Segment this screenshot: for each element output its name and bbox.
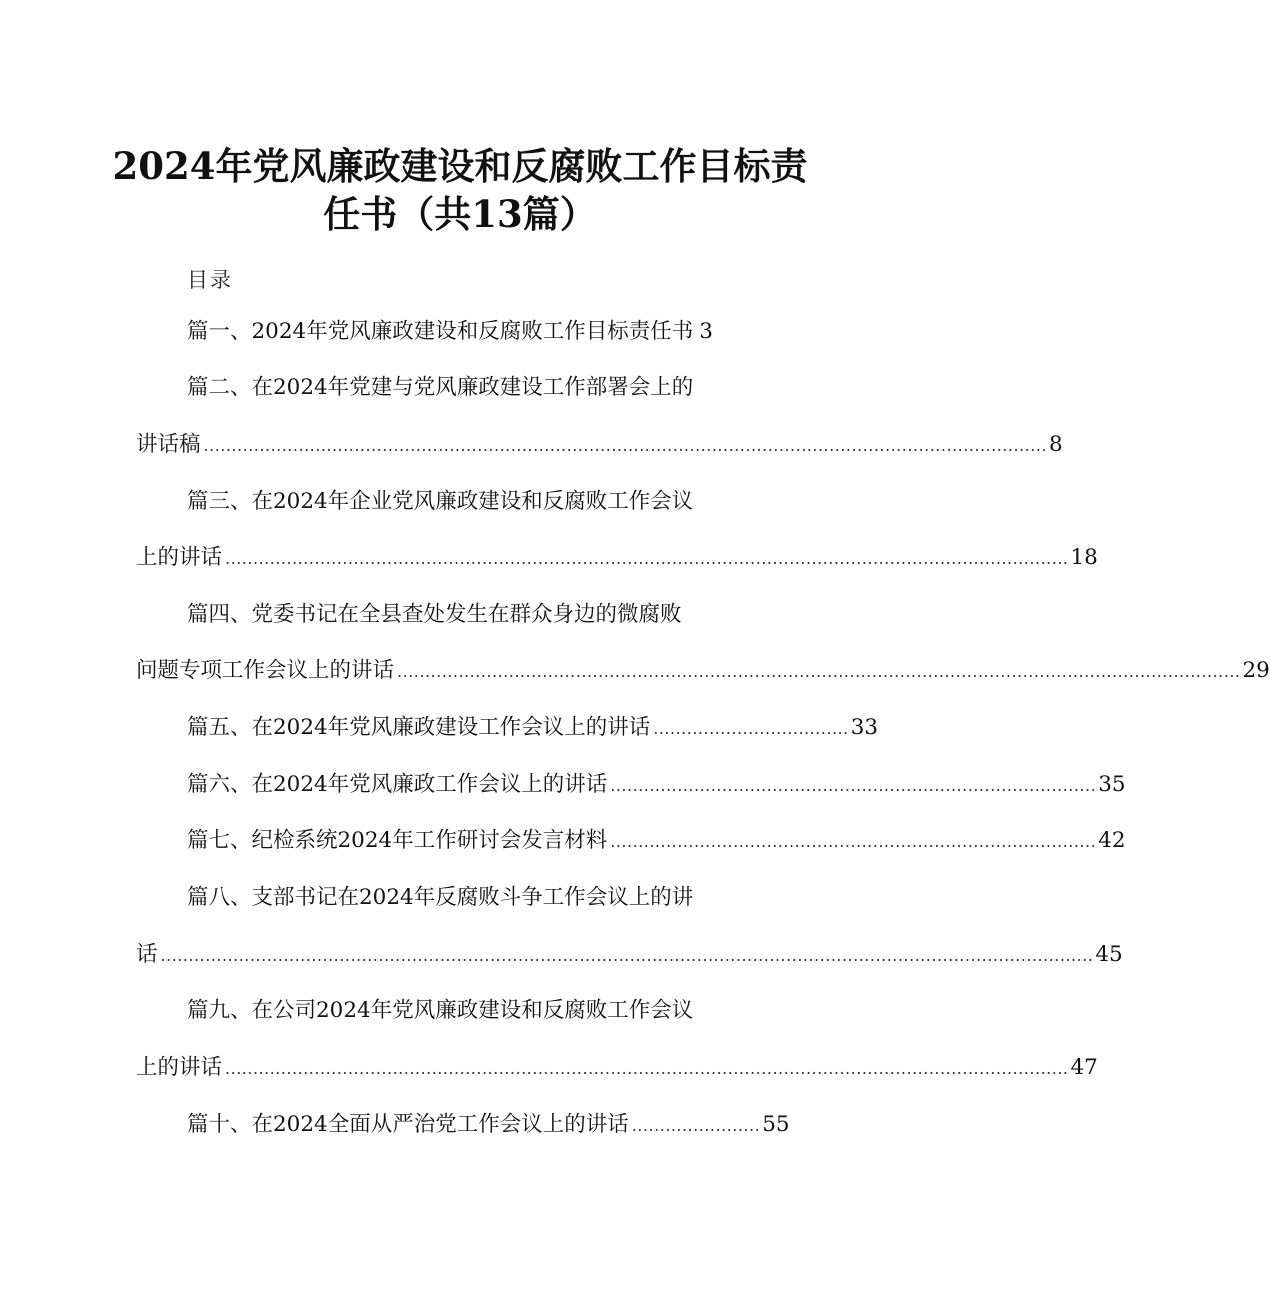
toc-entry-1[interactable]	[187, 317, 713, 347]
toc-entry-10[interactable]	[187, 1110, 790, 1140]
toc-entry-7[interactable]	[187, 826, 1126, 856]
toc-entry-label: 篇三、在2024年企业党风廉政建设和反腐败工作会议	[187, 489, 694, 514]
toc-entry-8-line-2[interactable]	[136, 940, 1123, 970]
toc-leader: .......................................................................................................................................................	[225, 1059, 1069, 1078]
toc-entry-label: 篇十、在2024全面从严治党工作会议上的讲话	[187, 1112, 629, 1137]
toc-entry-8-line-1[interactable]	[187, 883, 693, 913]
toc-entry-label: 上的讲话	[136, 1055, 223, 1080]
toc-entry-4-line-2[interactable]	[136, 656, 1270, 686]
toc-entry-5[interactable]	[187, 713, 879, 743]
toc-leader: .......................	[631, 1116, 761, 1135]
toc-entry-label: 篇二、在2024年党建与党风廉政建设工作部署会上的	[187, 375, 694, 400]
toc-entry-label: 篇八、支部书记在2024年反腐败斗争工作会议上的讲	[187, 885, 694, 910]
toc-entry-page: 3	[699, 319, 713, 344]
toc-entry-label: 篇四、党委书记在全县查处发生在群众身边的微腐败	[187, 602, 682, 627]
toc-leader: .......................................................................................................................................................	[203, 436, 1047, 455]
toc-entry-label: 讲话稿	[136, 432, 201, 457]
toc-entry-label: 上的讲话	[136, 545, 223, 570]
toc-entry-page: 18	[1070, 545, 1098, 570]
toc-entry-page: 47	[1070, 1055, 1098, 1080]
toc-leader: ...................................	[653, 719, 849, 738]
toc-entry-label: 篇一、2024年党风廉政建设和反腐败工作目标责任书	[187, 319, 694, 344]
toc-entry-page: 8	[1049, 432, 1063, 457]
toc-entry-page: 42	[1098, 828, 1126, 853]
toc-entry-9-line-2[interactable]	[136, 1053, 1098, 1083]
toc-entry-label: 篇七、纪检系统2024年工作研讨会发言材料	[187, 828, 608, 853]
toc-heading: 目录	[187, 268, 233, 292]
toc-entry-6[interactable]	[187, 770, 1126, 800]
toc-entry-4-line-1[interactable]	[187, 600, 682, 630]
toc-leader: .......................................................................................................................................................	[225, 549, 1069, 568]
toc-entry-page: 29	[1242, 658, 1270, 683]
toc-entry-label: 问题专项工作会议上的讲话	[136, 658, 395, 683]
toc-leader: .......................................................................................	[610, 776, 1097, 795]
toc-entry-page: 35	[1098, 772, 1126, 797]
toc-leader: .......................................................................................................................................................................	[160, 946, 1094, 965]
toc-leader: .......................................................................................................................................................	[397, 662, 1241, 681]
toc-entry-2-line-2[interactable]	[136, 430, 1063, 460]
toc-entry-page: 33	[850, 715, 879, 740]
toc-entry-label: 篇六、在2024年党风廉政工作会议上的讲话	[187, 772, 608, 797]
toc-entry-9-line-1[interactable]	[187, 996, 693, 1026]
toc-leader: .......................................................................................	[610, 832, 1097, 851]
toc-entry-page: 55	[762, 1112, 790, 1137]
toc-entry-page: 45	[1095, 942, 1123, 967]
toc-entry-label: 篇九、在公司2024年党风廉政建设和反腐败工作会议	[187, 998, 694, 1023]
toc-entry-3-line-2[interactable]	[136, 543, 1098, 573]
toc-entry-label: 篇五、在2024年党风廉政建设工作会议上的讲话	[187, 715, 651, 740]
document-title-line-1: 2024年党风廉政建设和反腐败工作目标责	[112, 144, 808, 188]
toc-entry-2-line-1[interactable]	[187, 373, 693, 403]
document-title-line-2: 任书（共13篇）	[323, 192, 597, 236]
toc-entry-3-line-1[interactable]	[187, 487, 693, 517]
toc-entry-label: 话	[136, 942, 158, 967]
